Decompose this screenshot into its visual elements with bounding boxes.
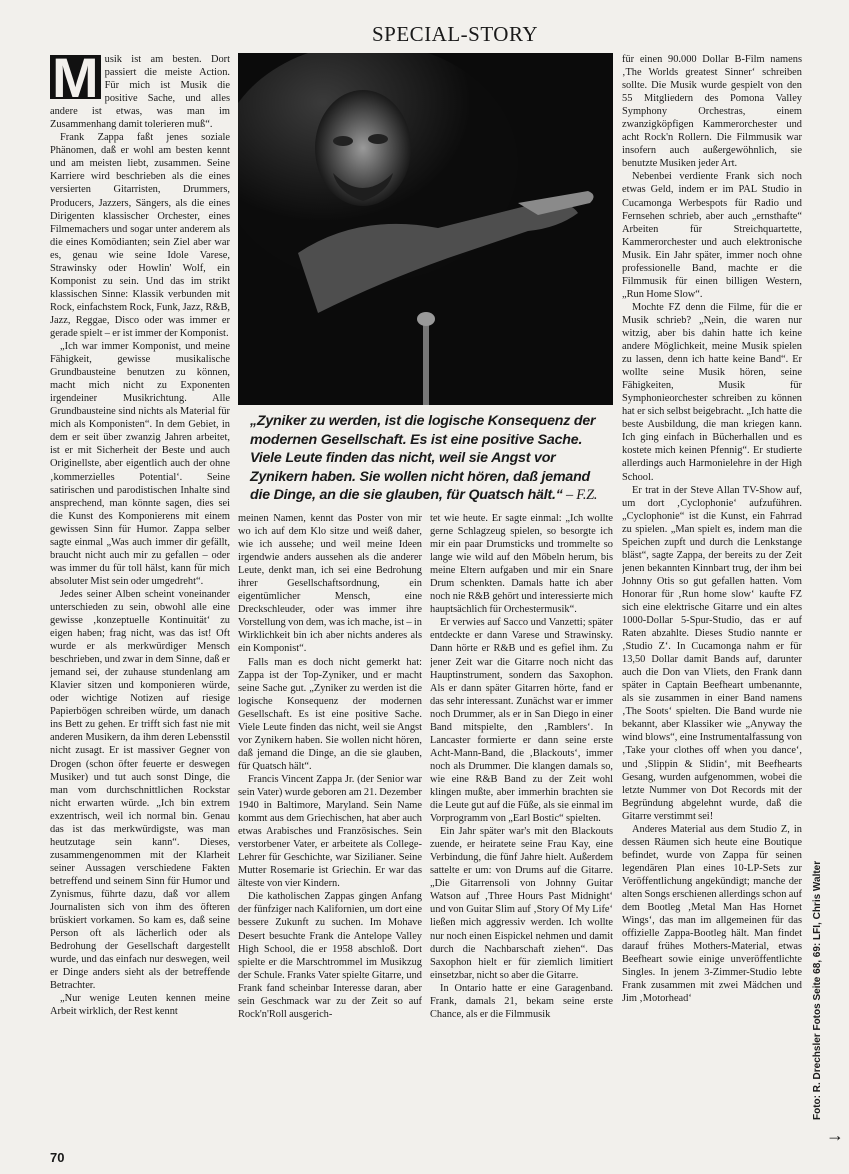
paragraph: Mochte FZ denn die Filme, für die er Musik schrieb? „Nein, die waren nur witzig, aber bis dahin hatte ich keine andere Möglichkeit, meine Musik spielen zu lassen, denn ich hatte keine Band“. Er wollte seine Musik hören, seine Fähigkeiten, Musik für Symphonieorchester schreiben zu können hat er sich selbst beigebracht. „Ich hatte die beste Ausbildung, die man kriegen kann. Ich ging einfach in Bücherhallen und es kostete mich keinen Pfennig“. Er studierte allerdings auch Harmonielehre in der High School. xyxy=(622,301,802,483)
article-column-2 xyxy=(238,512,422,1140)
paragraph: Frank Zappa faßt jenes soziale Phänomen, daß er wohl am besten kennt und am meisten liebt, zusammen. Seine Karriere wird beschrieben als die eines versierten Gitarristen, Drummers, Producers, Jazzers, Sängers, als die eines Dirigenten klassischer Orchester, eines Filmemachers und sogar unter anderem als die eines Komödianten; sein Ziel aber war es, genau wie seine Idole Varese, Strawinsky oder Howlin' Wolf, ein Komponist zu sein. Und das im strikt klassischen Sinne: Klassik verbunden mit Rock, einfachstem Rock, Funk, Jazz, R&B, Jazz, Reggae, Disco oder was immer er gerade spielt – er ist immer der Komponist. xyxy=(50,132,230,339)
paragraph: Er verwies auf Sacco und Vanzetti; später entdeckte er dann Varese und Strawinsky. Dann hörte er R&B und es gefiel ihm. Zu jener Zeit war die Gitarre noch nicht das Hauptinstrument, sondern das Saxophon. Als er dann später Gitarren hörte, fand er das sehr interessant. Zunächst war er immer noch Drummer, als er in San Diego in einer Band mitspielte, den ‚Ramblers‘. In Lancaster formierte er dann seine erste Acht-Mann-Band, die ‚Blackouts‘, immer noch als Drummer. Die klangen damals so, wie eine R&B Band zu der Zeit wohl klingen mußte, aber immerhin brachten sie die Leute gut auf die Füße, als sie einmal im Vorprogramm von „Earl Bostic“ spielten. xyxy=(430,617,613,825)
paragraph: usik ist am besten. Dort passiert die meiste Action. Für mich ist Musik die positive Sache, und alles andere ist etwas, was man im Zusammenhang damit tolerieren muß“. xyxy=(50,54,230,131)
paragraph: „Ich war immer Komponist, und meine Fähigkeit, gewisse musikalische Grundbausteine benutzen zu können, macht mich nicht zu Exponenten irgendeiner Musikrichtung. Alle Grundbausteine sind nichts als Material für mich als Komponisten“. In dem Gebiet, in dem er seit über zwanzig Jahren arbeitet, ist er mit Sicherheit der Beste und auch Originellste, aber eigentlich auch der ohne ‚kommerzielles Potential‘. Seine satirischen und parodistischen Inhalte sind ansprechend, man könnte sagen, dies sei die Kunst des Komponierens mit einem gewissen Sinn für Humor. Zappa selber sagte einmal „Was auch immer dir gefällt, braucht nicht auch mir zu gefallen – oder was immer du für toll hälst, kann für mich absoluter Mist sein oder umgedreht“. xyxy=(50,341,230,587)
article-column-1 xyxy=(50,53,230,1133)
caption-quote: „Zyniker zu werden, ist die logische Konsequenz der modernen Gesellschaft. Es ist eine positive Sache. Viele Leute finden das nicht, weil sie Angst vor Zynikern haben. Sie wollen nicht hören, daß jemand die Dinge, an die sie glauben, für Quatsch hält.“ xyxy=(250,413,596,503)
paragraph: tet wie heute. Er sagte einmal: „Ich wollte gerne Schlagzeug spielen, so besorgte ich mir ein paar Drumsticks und trommelte so lange wie wild auf den Möbeln herum, bis meine Eltern aufgaben und mir ein Snare Drum schenkten. Damals hatte ich aber noch nie R&B gehört und interessierte mich hauptsächlich für Orchestermusik“. xyxy=(430,513,613,616)
portrait-photo xyxy=(238,53,613,405)
page-number: 70 xyxy=(50,1150,65,1165)
paragraph: Die katholischen Zappas gingen Anfang der fünfziger nach Kalifornien, um dort eine bessere Zukunft zu suchen. Im Mohave Desert besuchte Frank die Antelope Valley High School, die er 1958 abschloß. Dort spielte er die Marschtrommel im Musikzug der Schule. Franks Vater spielte Gitarre, und Frank fand scheinbar Interesse daran, aber sein Geschmack war zu der Zeit so auf Rock'n'Roll ausgerich- xyxy=(238,891,422,1020)
arrow-right-icon: → xyxy=(826,1125,844,1145)
paragraph: Ein Jahr später war's mit den Blackouts zuende, er heiratete seine Frau Kay, eine Verbindung, die fünf Jahre hielt. Außerdem sattelte er um: von Drums auf die Gitarre. „Die Gitarrensoli von Johnny Guitar Watson auf ‚Three Hours Past Midnight‘ und von Guitar Slim auf ‚Story Of My Life‘ ließen mich aggressiv werden. Ich wollte nur noch einen Eispickel nehmen und damit durch die Nachbarschaft ziehen“. Das Saxophon hielt er für ziemlich limitiert einsetzbar, nicht so aber die Gitarre. xyxy=(430,826,613,981)
paragraph: für einen 90.000 Dollar B-Film namens ‚The Worlds greatest Sinner‘ schreiben sollte. Die Musik wurde gespielt von den 55 Mitgliedern des Pomona Valley Symphony Orchestras, einem zwanzigköpfigen Kammerorchester und acht Rock'n Rollern. Die Filmmusik war insofern auch außergewöhnlich, sie benutzte Musiken jeder Art. xyxy=(622,54,802,170)
article-column-4 xyxy=(622,53,802,1138)
article-column-3 xyxy=(430,512,613,1140)
caption-author: – F.Z. xyxy=(562,487,598,503)
photo-image xyxy=(238,53,613,405)
paragraph: meinen Namen, kennt das Poster von mir wo ich auf dem Klo sitze und weiß daher, wie ich aussehe; und weil meine Ideen irgendwie anders aussehen als die anderer Leute, denkt man, ich sei eine Bedrohung ihrer Gesellschaftsordnung, ein eigentümlicher Mensch, eine Dreckschleuder, oder was immer ihre Vorstellung von dem, was ich mache, ist – in Wirklichkeit bin ich aber nichts anderes als ein Komponist“. xyxy=(238,513,422,655)
paragraph: Er trat in der Steve Allan TV-Show auf, um dort ‚Cyclophonie‘ aufzuführen. „Cyclophonie“ ist die Kunst, ein Fahrrad zu spielen. „Man spielt es, indem man die Speichen zupft und durch die Lenkstange bläst“, sagte Zappa, der bereits zu der Zeit jenen bekannten Kinnbart trug, der ihm bei Johnny Otis so gut gefallen hatten. Vom Honorar für ‚Run home slow‘ kaufte FZ sich eine elektrische Gitarre und ein altes 1000-Dollar 5-Spur-Studio, das er auf Raten abzahlte. Dieses Studio nannte er ‚Studio Z‘. In Cucamonga nahm er für 13,50 Dollar damit Bands auf, darunter auch die Don van Vliets, den Frank dann später in Captain Beefheart umbenannte, als sie zusammen in einer Band namens ‚The Soots‘ spielten. Die Band wurde nie bekannt, aber Klassiker wie „Anyway the wind blows“, eine Instrumentalfassung von ‚Take your clothes off when you dance‘, und ‚Slippin & Slidin‘, mit Beefhearts Gesang, wurden aufgenommen, wobei die letzte Nummer von Dot Records mit der Begründung abgelehnt wurde, daß die Gitarre verstimmt sei! xyxy=(622,484,802,822)
section-title: SPECIAL-STORY xyxy=(372,22,538,46)
photo-credit: Foto: R. Drechsler Fotos Seite 68, 69: LFI, Chris Walter xyxy=(812,860,823,1120)
paragraph: Nebenbei verdiente Frank sich noch etwas Geld, indem er im PAL Studio in Cucamonga Werbespots für Radio und Fernsehen schrieb, aber auch „ernsthafte“ Arbeiten für Streichquartette, Kammerorchester und auch elektronische Musik. Ein Jahr später, immer noch ohne professionelle Band, machte er die Filmmusik für einen billigen Western, „Run Home Slow“. xyxy=(622,171,802,300)
paragraph: Jedes seiner Alben scheint voneinander unterschieden zu sein, obwohl alle eine gewisse ‚konzeptuelle Kontinuität‘ zu eigen haben; frag nicht, was das ist! Oft wurde er als merkwürdiger Mensch beschrieben, und zwar in dem Sinne, daß er jemand sei, der zuhause stundenlang am Klavier sitzen und komponieren würde, oder wichtige Notizen auf riesige Papierbögen schreiben würde, um danach ins Bett zu gehen. Er trifft sich fast nie mit anderen Musikern, da ihm deren Lebensstil nicht zusagt. Er ist massiver Gegner von Drogen (schon öfter feuerte er deswegen Musiker) und tut auch sonst Dinge, die man vom durchschnittlichen Rockstar nicht erwarten würde. „Ich bin extrem exzentrisch, weil ich normal bin. Genau das ist das merkwürdigste, was man heutzutage sein kann“. Dieses, zusammengenommen mit der Klarheit seiner Aussagen verschiedene Fakten betreffend und seinem Sinn für Humor und Zynismus, führte dazu, daß vor allem Journalisten sich von ihm des öfteren brüskiert vorkamen. So kam es, daß seine Person oft als lächerlich oder als Bedrohung der Gesellschaft dargestellt wurde, und das einfach nur deswegen, weil er Dinge anders sieht als der betreffende Betrachter. xyxy=(50,588,230,992)
paragraph: Falls man es doch nicht gemerkt hat: Zappa ist der Top-Zyniker, und er macht seine Sache gut. „Zyniker zu werden ist die logische Konsequenz der modernen Gesellschaft. Es ist eine positive Sache. Viele Leute finden das nicht, weil sie Angst vor Zynikern haben. Sie wollen nicht hören, daß jemand die Dinge, an die sie glauben, für Quatsch hält“. xyxy=(238,656,422,772)
photo-caption xyxy=(250,412,610,505)
drop-cap: M xyxy=(52,53,99,109)
paragraph: In Ontario hatte er eine Garagenband. Frank, damals 21, bekam seine erste Chance, als er die Filmmusik xyxy=(430,982,613,1020)
paragraph: „Nur wenige Leuten kennen meine Arbeit wirklich, der Rest kennt xyxy=(50,993,230,1018)
paragraph: Francis Vincent Zappa Jr. (der Senior war sein Vater) wurde geboren am 21. Dezember 1940 in Baltimore, Maryland. Sein Name kommt aus dem Griechischen, hat aber auch etwas Arabisches und Französisches. Sein verstorbener Vater, er arbeitete als College-Lehrer für Geschichte, war Sizilianer. Seine Mutter Rosemarie ist Griechin. Er war das älteste von vier Kindern. xyxy=(238,773,422,890)
paragraph: Anderes Material aus dem Studio Z, in dessen Räumen sich heute eine Boutique befindet, wurde von Zappa für seinen legendären Plan eines 10-LP-Sets zur Veröffentlichung angekündigt; manche der alten Songs erschienen allerdings schon auf dem Bootleg ‚Metal Man Has Hornet Wings‘, das man im allgemeinen für das offizielle Zappa-Bootleg hält. Man findet darauf frühes Mothers-Material, etwas Beefheart sowie einige unveröffentlichte Singles. In jenem 3-Zimmer-Studio lebte Frank zusammen mit zwei Mädchen und Jim ‚Motorhead‘ xyxy=(622,823,802,1005)
